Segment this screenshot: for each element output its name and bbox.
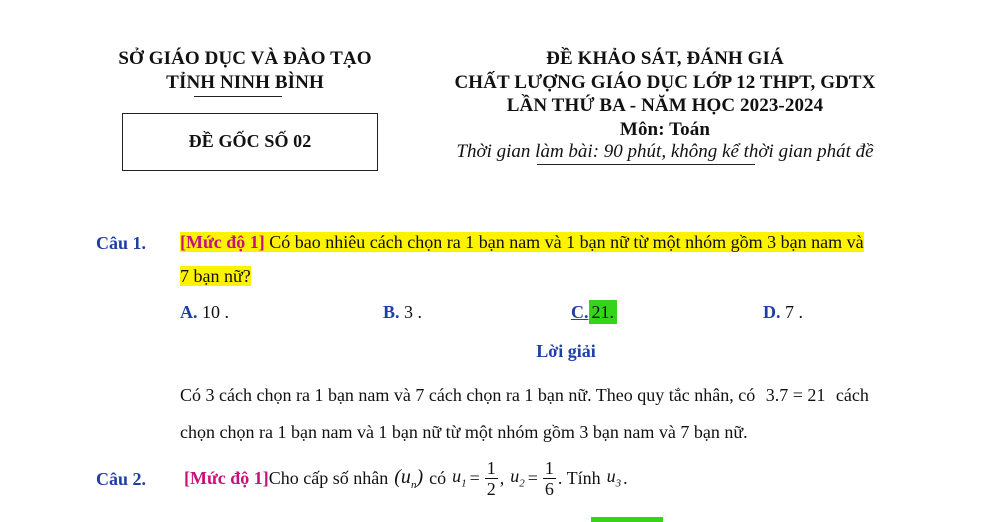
solution-tail: cách — [835, 385, 869, 405]
equals-2: = — [527, 467, 538, 488]
right-header-underline — [537, 164, 755, 165]
exam-title-line2: CHẤT LƯỢNG GIÁO DỤC LỚP 12 THPT, GDTX — [454, 72, 876, 93]
option-c-letter: C. — [571, 302, 589, 322]
department-name: SỞ GIÁO DỤC VÀ ĐÀO TẠO — [118, 48, 372, 69]
option-b-value: 3 — [404, 302, 414, 322]
u3-term: $u_3$ — [606, 466, 622, 490]
option-b-letter: B. — [383, 302, 400, 322]
next-answer-highlight — [591, 517, 663, 522]
solution-line2: chọn chọn ra 1 bạn nam và 1 bạn nữ từ một nhóm gồm 3 bạn nam và 7 bạn nữ. — [180, 422, 748, 442]
u2-term: $u_2$ — [510, 466, 525, 490]
question-1-highlight — [180, 232, 864, 252]
solution-title: Lời giải — [536, 341, 596, 361]
exam-title-line3: LẦN THỨ BA - NĂM HỌC 2023-2024 — [506, 95, 824, 116]
solution-line1 — [180, 385, 869, 406]
province-name: TỈNH NINH BÌNH — [166, 72, 324, 93]
solution-expression: 3.7 = 21 — [765, 385, 826, 405]
option-a-value: 10 — [202, 302, 220, 322]
equals-1: = — [469, 467, 480, 488]
question-1-level: [Mức độ 1] — [180, 232, 265, 252]
option-b[interactable]: B. 3 . — [383, 302, 423, 322]
exam-title-line1: ĐỀ KHẢO SÁT, ĐÁNH GIÁ — [546, 48, 784, 69]
question-2-text-b: có — [429, 467, 447, 488]
question-2-line — [184, 455, 628, 501]
question-2-text-c: . Tính — [557, 467, 601, 488]
sequence-notation: $(u_n)$ — [394, 465, 424, 491]
option-a[interactable]: A. 10 . — [180, 302, 229, 322]
option-d-letter: D. — [763, 302, 781, 322]
question-2-label: Câu 2. — [96, 469, 147, 489]
option-c[interactable] — [571, 302, 617, 323]
question-1-line2 — [180, 266, 251, 287]
subject-label: Môn: Toán — [619, 119, 711, 140]
question-1-label: Câu 1. — [96, 233, 147, 253]
question-2-level: [Mức độ 1] — [184, 467, 269, 488]
left-header-underline — [194, 96, 282, 97]
option-d-value: 7 — [785, 302, 794, 322]
exam-code: ĐỀ GỐC SỐ 02 — [188, 131, 312, 151]
solution-text: Có 3 cách chọn ra 1 bạn nam và 7 cách chọn ra 1 bạn nữ. Theo quy tắc nhân, có — [180, 385, 756, 405]
fraction-one-half: $\frac{1}{2}$ — [486, 457, 496, 499]
question-2-end: . — [623, 467, 628, 488]
option-c-value: 21 — [591, 302, 610, 322]
fraction-one-sixth: $\frac{1}{6}$ — [544, 457, 554, 499]
comma: , — [499, 467, 505, 488]
u1-term: $u_1$ — [452, 466, 467, 490]
question-2-text-a: Cho cấp số nhân — [268, 467, 389, 488]
question-1-text-cont: 7 bạn nữ? — [180, 266, 251, 286]
question-1-text: Có bao nhiêu cách chọn ra 1 bạn nam và 1 bạn nữ từ một nhóm gồm 3 bạn nam và — [264, 232, 864, 252]
option-a-letter: A. — [180, 302, 198, 322]
time-note: Thời gian làm bài: 90 phút, không kể thời gian phát đề — [456, 141, 874, 162]
option-d[interactable]: D. 7 . — [763, 302, 803, 322]
option-c-value-highlight: 21. — [589, 300, 618, 324]
question-1-line1 — [180, 232, 864, 253]
